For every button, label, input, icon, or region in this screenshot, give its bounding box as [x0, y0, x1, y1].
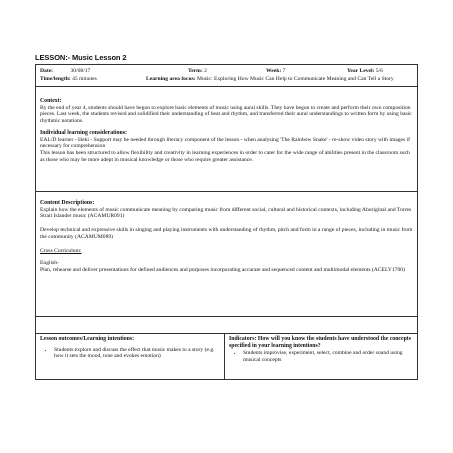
content-title: Content Descriptions:	[40, 200, 95, 206]
year-level-value: 5/6	[375, 68, 383, 74]
context-title: Context:	[40, 98, 62, 104]
english-label: English-	[40, 260, 59, 267]
english-text: Plan, rehearse and deliver presentations for defined audiences and purposes incorporating accurate and sequenced content and multimodal elements (ACELY1700)	[40, 266, 405, 273]
content-section	[36, 192, 417, 317]
indicators-cell	[225, 334, 417, 379]
time-label: Time/length:	[40, 76, 71, 82]
individual-title: Individual learning considerations:	[40, 129, 127, 136]
outcomes-row	[36, 333, 417, 379]
outcome-item: • Students explore and discuss the effect that music makes to a story (e.g. how it sets the mood, tone and evokes emotion)	[54, 347, 220, 360]
individual-line-2: This lesson has been structured to allow flexibility and creativity in learning experiences in order to cater for the wide range of abilities present in the classroom such as those who may be more adept in musical knowledge or those who require greater assistance.	[40, 149, 410, 163]
term-label: Term:	[188, 68, 203, 74]
year-level-label: Year Level:	[347, 68, 375, 74]
indicator-item: • Students improvise, experiment, select, combine and order sound using musical concepts	[243, 350, 413, 363]
term-value: 2	[204, 68, 207, 74]
lesson-plan-table	[35, 64, 418, 380]
content-para-1: Explain how the elements of music communicate meaning by comparing music from different social, cultural and historical contexts, including Aboriginal and Torres Strait Islander music (ACAMUR091)	[40, 206, 412, 220]
context-section	[36, 87, 417, 192]
week-value: 7	[282, 68, 286, 74]
individual-line-1: EAL/D learner - Heki - Support may be needed through literacy component of the lesson - when analysing 'The Rainbow Snake' - re-show video story with images if necessary for comprehension	[40, 136, 411, 150]
focus-label: Learning area focus:	[146, 76, 196, 82]
date-label: Date:	[40, 68, 54, 74]
indicators-title: Indicators: How will you know the students have understood the concepts specified in your learning intentions?	[229, 336, 411, 349]
outcomes-list	[40, 347, 220, 360]
cross-curriculum-title: Cross Curriculum:	[40, 247, 82, 254]
header-block	[36, 65, 417, 87]
outcomes-title: Lesson outcomes/Learning intentions:	[40, 336, 135, 342]
lesson-title: LESSON:- Music Lesson 2	[35, 53, 127, 62]
date-value: 30/08/17	[70, 68, 91, 74]
indicators-list	[229, 350, 413, 363]
time-value: 45 minutes	[72, 76, 97, 82]
context-text: By the end of year 4, students should have begun to explore basic elements of music using aural skills. They have begun to create and perform their own composition pieces. Last week, the students revised and solidified their understanding of beat and rhythm, and transferred their aural understandings to written form by using basic rhythmic notations.	[40, 104, 412, 125]
content-para-2: Develop technical and expressive skills in singing and playing instruments with understanding of rhythm, pitch and form in a range of pieces, including in music from the community (ACAMUM089)	[40, 227, 413, 240]
week-label: Week:	[266, 68, 282, 74]
focus-value: Music: Exploring How Music Can Help to Communicate Meaning and Can Tell a Story	[197, 76, 394, 82]
outcomes-cell	[36, 334, 225, 379]
